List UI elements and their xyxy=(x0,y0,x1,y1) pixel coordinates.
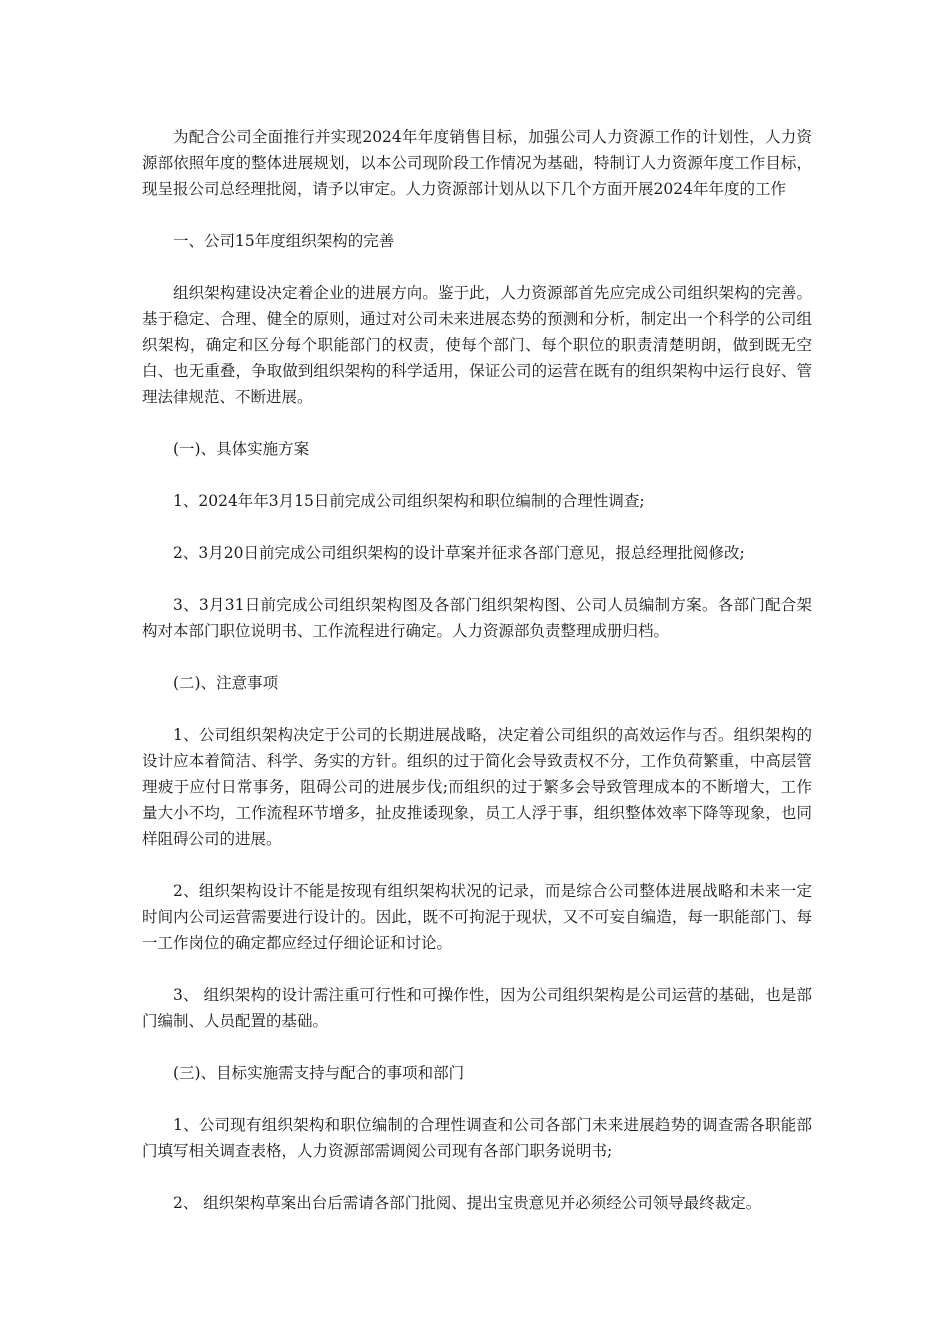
subsection-1-heading: (一)、具体实施方案 xyxy=(173,440,310,458)
subsection-3-item: 2、 组织架构草案出台后需请各部门批阅、提出宝贵意见并必须经公司领导最终裁定。 xyxy=(173,1194,762,1212)
subsection-3-heading: (三)、目标实施需支持与配合的事项和部门 xyxy=(173,1064,465,1082)
section-1-body: 组织架构建设决定着企业的进展方向。鉴于此，人力资源部首先应完成公司组织架构的完善。基于稳定、合理、健全的原则，通过对公司未来进展态势的预测和分析，制定出一个科学的公司组织架构，确定和区分每个职能部门的权责，使每个部门、每个职位的职责清楚明朗，做到既无空白、也无重叠，争取做到组织架构的科学适用，保证公司的运营在既有的组织架构中运行良好、管理法律规范、不断进展。 xyxy=(142,284,812,406)
subsection-1-item: 1、2024年年3月15日前完成公司组织架构和职位编制的合理性调查; xyxy=(173,492,645,510)
subsection-3-item: 1、公司现有组织架构和职位编制的合理性调查和公司各部门未来进展趋势的调查需各职能部门填写相关调查表格，人力资源部需调阅公司现有各部门职务说明书; xyxy=(142,1116,812,1160)
section-1-heading: 一、公司15年度组织架构的完善 xyxy=(173,232,395,250)
subsection-1-item: 3、3月31日前完成公司组织架构图及各部门组织架构图、公司人员编制方案。各部门配合架构对本部门职位说明书、工作流程进行确定。人力资源部负责整理成册归档。 xyxy=(142,596,812,640)
subsection-2-heading: (二)、注意事项 xyxy=(173,674,279,692)
subsection-2-item: 1、公司组织架构决定于公司的长期进展战略，决定着公司组织的高效运作与否。组织架构的设计应本着简洁、科学、务实的方针。组织的过于简化会导致责权不分，工作负荷繁重，中高层管理疲于应付日常事务，阻碍公司的进展步伐;而组织的过于繁多会导致管理成本的不断增大，工作量大小不均，工作流程环节增多，扯皮推诿现象，员工人浮于事，组织整体效率下降等现象，也同样阻碍公司的进展。 xyxy=(142,726,812,848)
subsection-2-item: 3、 组织架构的设计需注重可行性和可操作性，因为公司组织架构是公司运营的基础，也是部门编制、人员配置的基础。 xyxy=(142,986,812,1030)
document-page xyxy=(142,124,812,1242)
subsection-2-item: 2、组织架构设计不能是按现有组织架构状况的记录，而是综合公司整体进展战略和未来一定时间内公司运营需要进行设计的。因此，既不可拘泥于现状，又不可妄自编造，每一职能部门、每一工作岗位的确定都应经过仔细论证和讨论。 xyxy=(142,882,812,952)
intro-paragraph: 为配合公司全面推行并实现2024年年度销售目标，加强公司人力资源工作的计划性，人力资源部依照年度的整体进展规划，以本公司现阶段工作情况为基础，特制订人力资源年度工作目标，现呈报公司总经理批阅，请予以审定。人力资源部计划从以下几个方面开展2024年年度的工作 xyxy=(142,128,812,198)
subsection-1-item: 2、3月20日前完成公司组织架构的设计草案并征求各部门意见，报总经理批阅修改; xyxy=(173,544,745,562)
